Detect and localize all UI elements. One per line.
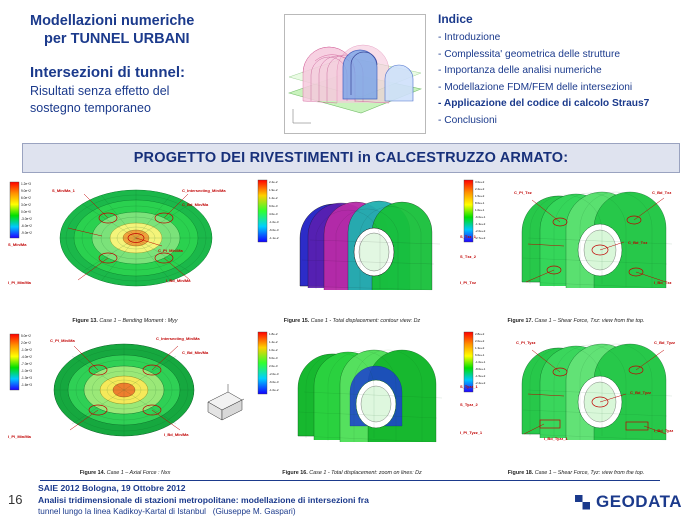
svg-text:I_Pl_Min/Ma: I_Pl_Min/Ma xyxy=(8,280,31,285)
svg-text:-6.0e-3: -6.0e-3 xyxy=(269,228,279,232)
figure-17-caption-prefix: Figure 17. xyxy=(507,318,533,324)
tunnel-intersection-3d-model-image xyxy=(284,14,426,134)
svg-text:-4.0e+2: -4.0e+2 xyxy=(21,355,32,359)
svg-text:C_Intersecting_Min/Ma: C_Intersecting_Min/Ma xyxy=(182,188,226,193)
figure-13 xyxy=(6,176,244,324)
title-line-1: Modellazioni numeriche xyxy=(30,13,195,29)
index-panel xyxy=(438,12,688,129)
index-item-introduzione[interactable]: - Introduzione xyxy=(438,32,501,43)
figure-16-image xyxy=(254,328,450,462)
index-list xyxy=(438,30,688,129)
footer-text xyxy=(38,482,498,518)
figure-14-caption-text: Case 1 – Axial Force : Nxx xyxy=(106,470,171,476)
figure-17-caption xyxy=(458,318,694,324)
title-block xyxy=(30,12,280,116)
figure-15 xyxy=(254,176,450,324)
svg-text:C_Bd_Min/Ma: C_Bd_Min/Ma xyxy=(182,350,209,355)
figure-18-caption xyxy=(458,470,694,476)
svg-text:-9.0e+2: -9.0e+2 xyxy=(21,231,32,235)
page-subtitle-detail xyxy=(30,83,280,116)
figure-16 xyxy=(254,328,450,476)
svg-text:C_Pl_Min/Ma: C_Pl_Min/Ma xyxy=(50,338,75,343)
svg-text:I_Pl_Tyzz_1: I_Pl_Tyzz_1 xyxy=(460,430,483,435)
svg-text:-1.0e-2: -1.0e-2 xyxy=(269,388,279,392)
figure-16-caption xyxy=(254,470,450,476)
figure-18-caption-text: Case 1 – Shear Force, Tyz: view from the top. xyxy=(534,470,645,476)
svg-text:9.0e+2: 9.0e+2 xyxy=(21,189,31,193)
figure-17-image xyxy=(458,176,694,310)
svg-text:1.5e+2: 1.5e+2 xyxy=(475,194,485,198)
slide-header xyxy=(22,8,678,140)
svg-text:S_Min/Ma: S_Min/Ma xyxy=(8,242,27,247)
svg-text:2.8e+2: 2.8e+2 xyxy=(475,332,485,336)
svg-text:-2.2e+2: -2.2e+2 xyxy=(475,381,486,385)
svg-text:6.0e-3: 6.0e-3 xyxy=(269,356,278,360)
svg-text:1.4e-2: 1.4e-2 xyxy=(269,340,278,344)
svg-text:6.0e+1: 6.0e+1 xyxy=(475,353,485,357)
figure-14-caption xyxy=(6,470,244,476)
svg-text:C_Pl_Tyzz: C_Pl_Tyzz xyxy=(516,340,536,345)
svg-text:4.0e-3: 4.0e-3 xyxy=(269,212,278,216)
figure-18-caption-prefix: Figure 18. xyxy=(507,470,534,476)
footer-author: (Giuseppe M. Gaspari) xyxy=(212,507,296,517)
svg-text:-6.0e+1: -6.0e+1 xyxy=(475,215,486,219)
svg-text:6.0e+2: 6.0e+2 xyxy=(21,196,31,200)
figure-grid xyxy=(6,176,694,476)
subtitle-detail-line-1: Risultati senza effetto del xyxy=(30,84,170,99)
svg-text:1.8e-2: 1.8e-2 xyxy=(269,332,278,336)
svg-text:1.2e+3: 1.2e+3 xyxy=(21,182,31,186)
index-item-complessita[interactable]: - Complessita' geometrica delle strutture xyxy=(438,48,620,60)
page-title xyxy=(30,12,280,48)
svg-text:-3.0e+2: -3.0e+2 xyxy=(21,217,32,221)
svg-text:S_Tyzz_2: S_Tyzz_2 xyxy=(460,402,478,407)
svg-text:2.2e+2: 2.2e+2 xyxy=(475,187,485,191)
svg-text:-1.3e+3: -1.3e+3 xyxy=(21,376,32,380)
svg-text:1.4e-2: 1.4e-2 xyxy=(269,196,278,200)
svg-text:C_Bd_Txz: C_Bd_Txz xyxy=(628,240,648,245)
subtitle-detail-line-2: sostegno temporaneo xyxy=(30,100,151,115)
svg-text:-1.0e+3: -1.0e+3 xyxy=(21,369,32,373)
svg-text:3.0e+2: 3.0e+2 xyxy=(475,180,485,184)
svg-text:2.4e-2: 2.4e-2 xyxy=(269,180,278,184)
figure-15-image xyxy=(254,176,450,310)
footer-paper-line-2 xyxy=(38,506,498,518)
geodata-mark-icon xyxy=(575,495,590,510)
svg-text:I_Pl_Txz: I_Pl_Txz xyxy=(460,280,477,285)
svg-text:C_Bd_Min/Ma: C_Bd_Min/Ma xyxy=(182,202,209,207)
svg-text:I_Bd_Min/Ma: I_Bd_Min/Ma xyxy=(166,278,191,283)
svg-text:I_Bd_Tyzz_1: I_Bd_Tyzz_1 xyxy=(544,436,568,441)
svg-text:2.0e+2: 2.0e+2 xyxy=(475,339,485,343)
slide-footer xyxy=(0,482,700,525)
figure-14-image xyxy=(6,328,244,462)
page-number: 16 xyxy=(8,492,23,507)
svg-text:2.0e-3: 2.0e-3 xyxy=(269,364,278,368)
figure-13-caption-text: Case 1 – Bending Moment : Myy xyxy=(99,318,178,324)
svg-text:-6.0e-3: -6.0e-3 xyxy=(269,380,279,384)
svg-text:1.0e-2: 1.0e-2 xyxy=(269,348,278,352)
svg-text:0.0e+0: 0.0e+0 xyxy=(21,210,31,214)
figure-15-caption-prefix: Figure 15. xyxy=(283,318,310,324)
svg-text:1.0e+1: 1.0e+1 xyxy=(475,208,485,212)
svg-text:-1.6e+3: -1.6e+3 xyxy=(21,383,32,387)
svg-text:C_Pl_Min/Ma: C_Pl_Min/Ma xyxy=(158,248,183,253)
svg-text:-6.0e+2: -6.0e+2 xyxy=(21,224,32,228)
figure-13-caption-prefix: Figure 13. xyxy=(72,318,98,324)
svg-text:-1.0e+1: -1.0e+1 xyxy=(475,360,486,364)
footer-divider xyxy=(40,480,660,481)
svg-text:5.0e+2: 5.0e+2 xyxy=(21,334,31,338)
svg-text:-7.0e+2: -7.0e+2 xyxy=(21,362,32,366)
section-banner-text: PROGETTO DEI RIVESTIMENTI in CALCESTRUZZO ARMATO: xyxy=(133,150,569,166)
figure-14 xyxy=(6,328,244,476)
svg-text:C_Pl_Txz: C_Pl_Txz xyxy=(514,190,532,195)
svg-text:S_Txz_1: S_Txz_1 xyxy=(460,234,477,239)
title-line-2: per TUNNEL URBANI xyxy=(44,31,190,48)
figure-16-caption-prefix: Figure 16. xyxy=(282,470,308,476)
svg-text:I_Bd_Txz: I_Bd_Txz xyxy=(654,280,672,285)
svg-text:1.3e+2: 1.3e+2 xyxy=(475,346,485,350)
svg-text:-2.0e-3: -2.0e-3 xyxy=(269,372,279,376)
svg-text:C_Bd_Tyzz: C_Bd_Tyzz xyxy=(654,340,676,345)
figure-17 xyxy=(458,176,694,324)
figure-13-caption xyxy=(6,318,244,324)
svg-text:C_Bd_Tyzz: C_Bd_Tyzz xyxy=(630,390,652,395)
footer-paper-line-2-text: tunnel lungo la linea Kadikoy-Kartal di Istanbul xyxy=(38,507,206,517)
svg-text:-1.5e+2: -1.5e+2 xyxy=(475,374,486,378)
svg-text:I_Bd_Tyzz: I_Bd_Tyzz xyxy=(654,428,674,433)
svg-text:C_Intersecting_Min/Ma: C_Intersecting_Min/Ma xyxy=(156,336,200,341)
svg-text:I_Pl_Min/Ma: I_Pl_Min/Ma xyxy=(8,434,31,439)
footer-paper-line-1: Analisi tridimensionale di stazioni metropolitane: modellazione di intersezioni fra xyxy=(38,495,369,506)
index-item-modellazione[interactable]: - Modellazione FDM/FEM delle intersezioni xyxy=(438,81,633,93)
index-item-applicazione[interactable]: - Applicazione del codice di calcolo Straus7 xyxy=(438,98,650,110)
figure-16-caption-text: Case 1 - Total displacement: zoom on lines: Dz xyxy=(309,470,422,476)
svg-text:I_Bd_Min/Ma: I_Bd_Min/Ma xyxy=(164,432,189,437)
figure-15-caption-text: Case 1 - Total displacement: contour view: Dz xyxy=(310,318,421,324)
index-heading: Indice xyxy=(438,12,473,26)
figure-18 xyxy=(458,328,694,476)
svg-text:S_Min/Ma_1: S_Min/Ma_1 xyxy=(52,188,75,193)
page-subtitle: Intersezioni di tunnel: xyxy=(30,64,186,82)
svg-text:-2.7e+2: -2.7e+2 xyxy=(475,236,486,240)
section-banner xyxy=(22,143,680,173)
svg-text:9.0e-3: 9.0e-3 xyxy=(269,204,278,208)
svg-text:S_Txz_2: S_Txz_2 xyxy=(460,254,477,259)
svg-text:-1.0e+2: -1.0e+2 xyxy=(21,348,32,352)
svg-text:3.0e+2: 3.0e+2 xyxy=(21,203,31,207)
svg-text:8.0e+1: 8.0e+1 xyxy=(475,201,485,205)
brand-logo xyxy=(575,492,682,512)
index-item-importanza[interactable]: - Importanza delle analisi numeriche xyxy=(438,65,602,77)
index-item-conclusioni[interactable]: - Conclusioni xyxy=(438,114,497,126)
figure-15-caption xyxy=(254,318,450,324)
brand-name: GEODATA xyxy=(596,492,682,511)
footer-event: SAIE 2012 Bologna, 19 Ottobre 2012 xyxy=(38,483,186,493)
svg-text:-1.3e+2: -1.3e+2 xyxy=(475,222,486,226)
svg-text:-1.1e-2: -1.1e-2 xyxy=(269,236,279,240)
svg-text:2.0e+2: 2.0e+2 xyxy=(21,341,31,345)
svg-text:-2.0e+2: -2.0e+2 xyxy=(475,229,486,233)
svg-text:S_Tyzz_1: S_Tyzz_1 xyxy=(460,384,478,389)
figure-14-caption-prefix: Figure 14. xyxy=(79,470,106,476)
svg-text:1.9e-2: 1.9e-2 xyxy=(269,188,278,192)
figure-17-caption-text: Case 1 – Shear Force, Txz: view from the top. xyxy=(534,318,645,324)
svg-text:C_Bd_Txz: C_Bd_Txz xyxy=(652,190,672,195)
svg-text:-1.0e-3: -1.0e-3 xyxy=(269,220,279,224)
figure-13-image xyxy=(6,176,244,310)
figure-18-image xyxy=(458,328,694,462)
svg-text:-8.0e+1: -8.0e+1 xyxy=(475,367,486,371)
